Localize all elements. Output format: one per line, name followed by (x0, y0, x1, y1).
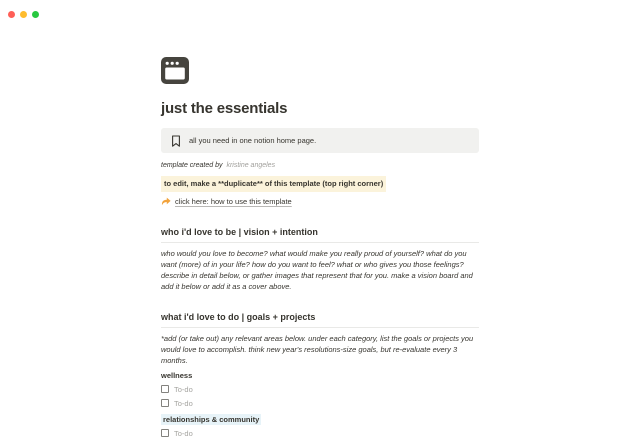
zoom-button[interactable] (32, 11, 39, 18)
callout-block (161, 128, 479, 153)
bookmark-icon (171, 135, 181, 147)
todo-label[interactable]: To-do (174, 398, 193, 408)
howto-link[interactable] (161, 196, 479, 207)
minimize-button[interactable] (20, 11, 27, 18)
todo-item (161, 396, 479, 410)
section-body-vision: who would you love to become? what would make you really proud of yourself? what do you want (more) of in your life? how do you want to feel? what or who gives you those feelings? describe in detail below, or gather images that represent that for you. make a vision board and add it below or add it as a cover above. (161, 249, 473, 291)
duplicate-note: to edit, make a **duplicate** of this template (top right corner) (161, 176, 386, 192)
todo-item (161, 382, 479, 396)
category-label-relationships: relationships & community (163, 415, 260, 424)
byline-author: kristine angeles (226, 162, 276, 169)
section-heading-vision: who i'd love to be | vision + intention (161, 226, 479, 243)
category-label-wellness: wellness (161, 371, 193, 380)
notion-page (161, 0, 479, 440)
todo-label[interactable]: To-do (174, 384, 193, 394)
curved-arrow-icon (161, 197, 171, 206)
byline (161, 161, 479, 171)
close-button[interactable] (8, 11, 15, 18)
todo-checkbox[interactable] (161, 385, 169, 393)
todo-checkbox[interactable] (161, 429, 169, 437)
section-body-goals: *add (or take out) any relevant areas below. under each category, list the goals or projects you would love to accomplish. think new year's resolutions-size goals, but re-evaluate every 3 months. (161, 334, 474, 365)
browser-window-icon[interactable] (161, 57, 189, 84)
section-heading-goals: what i'd love to do | goals + projects (161, 311, 479, 328)
callout-text: all you need in one notion home page. (189, 136, 317, 145)
byline-prefix: template created by (161, 162, 223, 169)
window-controls (8, 11, 39, 18)
page-title: just the essentials (161, 100, 288, 117)
howto-link-label[interactable]: click here: how to use this template (175, 197, 292, 206)
todo-item (161, 426, 479, 440)
todo-label[interactable]: To-do (174, 428, 193, 438)
todo-checkbox[interactable] (161, 399, 169, 407)
